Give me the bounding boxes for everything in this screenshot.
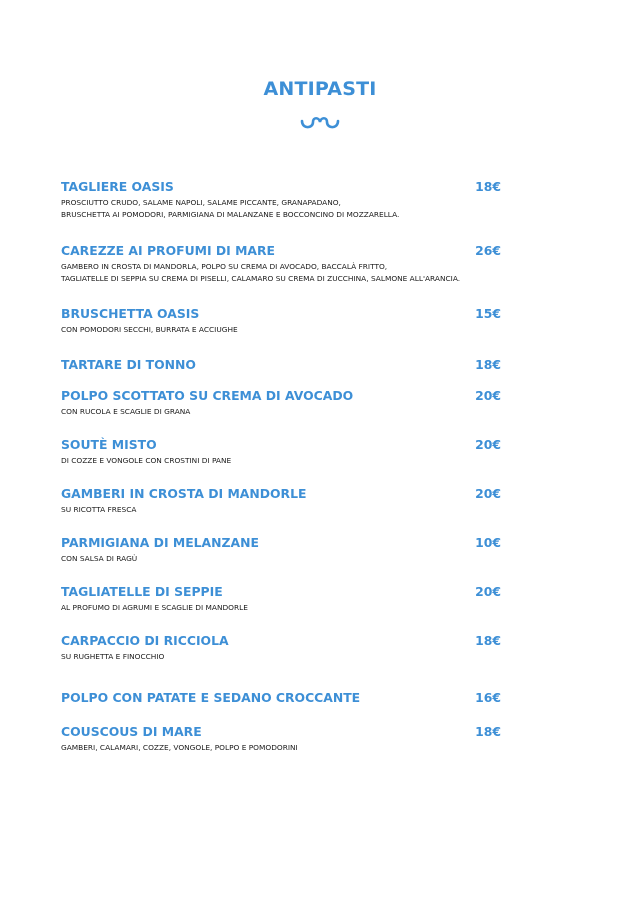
menu-item bbox=[61, 357, 501, 372]
item-row bbox=[61, 584, 501, 599]
item-price: 20€ bbox=[475, 388, 501, 403]
item-description bbox=[61, 324, 501, 336]
menu-item bbox=[61, 437, 501, 467]
item-price: 18€ bbox=[475, 357, 501, 372]
item-row bbox=[61, 486, 501, 501]
description-line: GAMBERI, CALAMARI, COZZE, VONGOLE, POLPO E POMODORINI bbox=[61, 743, 298, 752]
menu-item bbox=[61, 179, 501, 221]
item-description bbox=[61, 504, 501, 516]
item-name: CAREZZE AI PROFUMI DI MARE bbox=[61, 243, 276, 258]
item-price: 20€ bbox=[475, 486, 501, 501]
description-line: CON POMODORI SECCHI, BURRATA E ACCIUGHE bbox=[61, 325, 238, 334]
menu-item bbox=[61, 486, 501, 516]
item-row bbox=[61, 690, 501, 705]
item-row bbox=[61, 437, 501, 452]
item-row bbox=[61, 724, 501, 739]
item-description bbox=[61, 197, 501, 221]
item-description bbox=[61, 455, 501, 467]
item-price: 18€ bbox=[475, 179, 501, 194]
item-row bbox=[61, 243, 501, 258]
item-price: 16€ bbox=[475, 690, 501, 705]
item-price: 18€ bbox=[475, 633, 501, 648]
item-name: BRUSCHETTA OASIS bbox=[61, 306, 200, 321]
item-name: GAMBERI IN CROSTA DI MANDORLE bbox=[61, 486, 307, 501]
item-row bbox=[61, 357, 501, 372]
item-row bbox=[61, 388, 501, 403]
item-description bbox=[61, 742, 501, 754]
item-price: 20€ bbox=[475, 584, 501, 599]
description-line: SU RUGHETTA E FINOCCHIO bbox=[61, 652, 165, 661]
item-description bbox=[61, 553, 501, 565]
menu-item bbox=[61, 690, 501, 705]
description-line: PROSCIUTTO CRUDO, SALAME NAPOLI, SALAME PICCANTE, GRANAPADANO, bbox=[61, 198, 341, 207]
item-price: 18€ bbox=[475, 724, 501, 739]
item-row bbox=[61, 633, 501, 648]
description-line: GAMBERO IN CROSTA DI MANDORLA, POLPO SU CREMA DI AVOCADO, BACCALÀ FRITTO, bbox=[61, 262, 388, 271]
menu-item bbox=[61, 388, 501, 418]
item-row bbox=[61, 535, 501, 550]
item-description bbox=[61, 602, 501, 614]
item-name: SOUTÈ MISTO bbox=[61, 437, 157, 452]
menu-list bbox=[61, 179, 501, 754]
wave-icon bbox=[299, 112, 341, 134]
item-name: TAGLIATELLE DI SEPPIE bbox=[61, 584, 223, 599]
item-name: COUSCOUS DI MARE bbox=[61, 724, 202, 739]
description-line: CON RUCOLA E SCAGLIE DI GRANA bbox=[61, 407, 191, 416]
item-description bbox=[61, 406, 501, 418]
menu-item bbox=[61, 535, 501, 565]
item-name: TARTARE DI TONNO bbox=[61, 357, 196, 372]
item-name: POLPO CON PATATE E SEDANO CROCCANTE bbox=[61, 690, 361, 705]
menu-item bbox=[61, 633, 501, 663]
description-line: DI COZZE E VONGOLE CON CROSTINI DI PANE bbox=[61, 456, 232, 465]
description-line: BRUSCHETTA AI POMODORI, PARMIGIANA DI MALANZANE E BOCCONCINO DI MOZZARELLA. bbox=[61, 210, 400, 219]
item-row bbox=[61, 179, 501, 194]
item-price: 15€ bbox=[475, 306, 501, 321]
description-line: AL PROFUMO DI AGRUMI E SCAGLIE DI MANDORLE bbox=[61, 603, 248, 612]
item-name: TAGLIERE OASIS bbox=[61, 179, 174, 194]
description-line: SU RICOTTA FRESCA bbox=[61, 505, 137, 514]
item-name: PARMIGIANA DI MELANZANE bbox=[61, 535, 259, 550]
item-description bbox=[61, 651, 501, 663]
item-price: 10€ bbox=[475, 535, 501, 550]
item-name: POLPO SCOTTATO SU CREMA DI AVOCADO bbox=[61, 388, 354, 403]
item-price: 20€ bbox=[475, 437, 501, 452]
item-description bbox=[61, 261, 501, 285]
menu-item bbox=[61, 724, 501, 754]
menu-item bbox=[61, 243, 501, 285]
item-row bbox=[61, 306, 501, 321]
description-line: TAGLIATELLE DI SEPPIA SU CREMA DI PISELLI, CALAMARO SU CREMA DI ZUCCHINA, SALMONE ALL'ARANCIA. bbox=[61, 274, 461, 283]
page-title: ANTIPASTI bbox=[263, 78, 377, 100]
description-line: CON SALSA DI RAGÙ bbox=[61, 554, 138, 563]
item-price: 26€ bbox=[475, 243, 501, 258]
menu-item bbox=[61, 584, 501, 614]
menu-item bbox=[61, 306, 501, 336]
item-name: CARPACCIO DI RICCIOLA bbox=[61, 633, 229, 648]
